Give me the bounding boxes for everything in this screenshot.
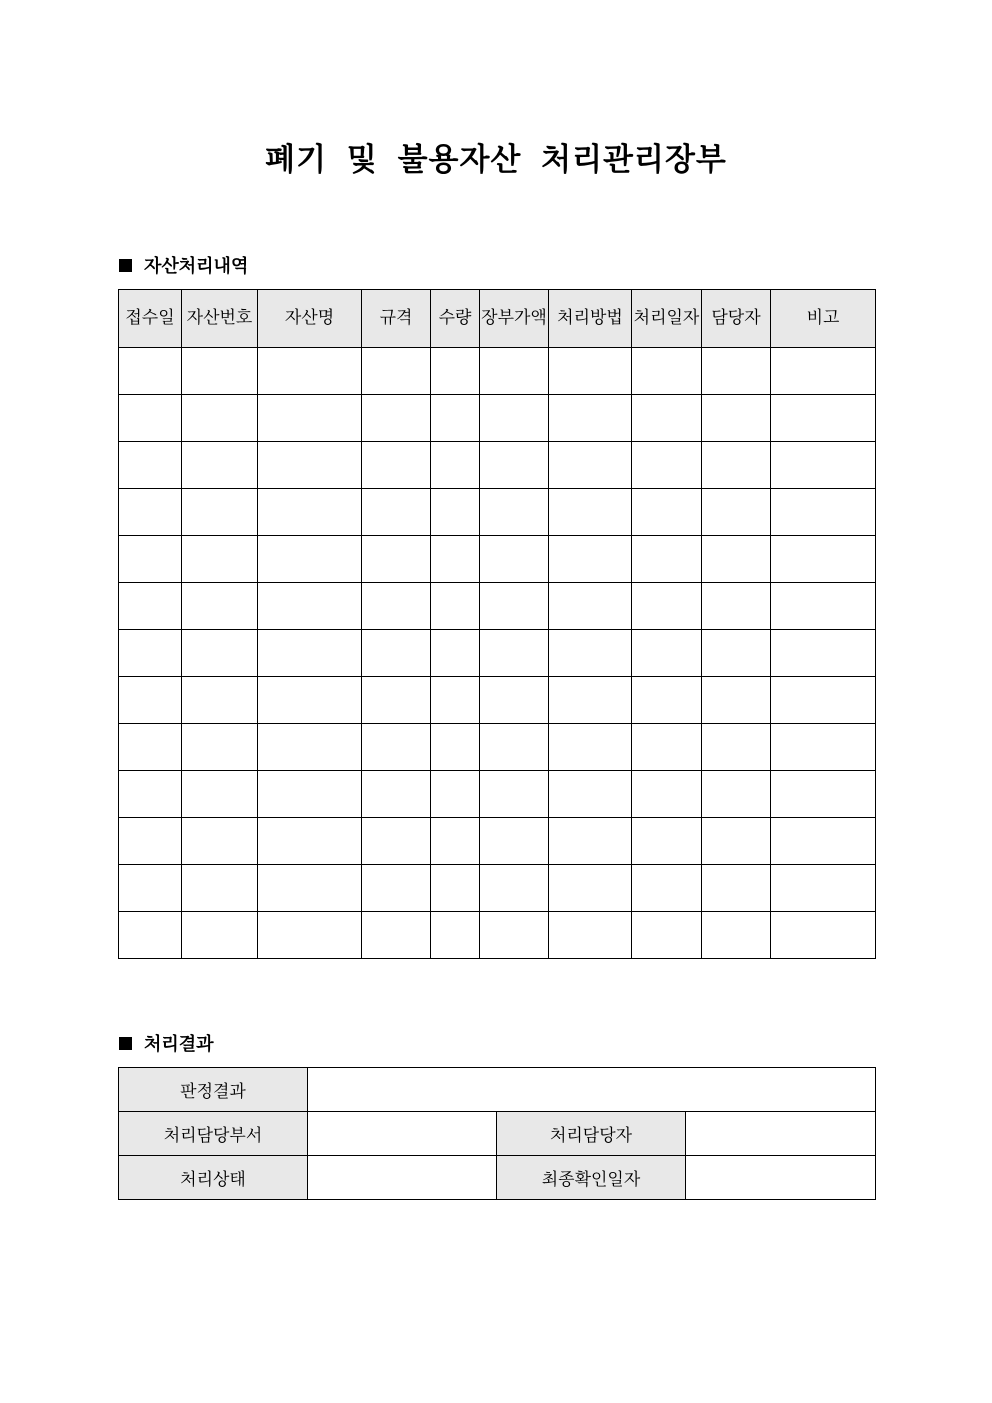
table-cell[interactable] bbox=[182, 818, 258, 865]
table-cell[interactable] bbox=[119, 630, 182, 677]
table-cell[interactable] bbox=[182, 630, 258, 677]
table-cell[interactable] bbox=[258, 395, 362, 442]
table-cell[interactable] bbox=[182, 677, 258, 724]
column-header-asset-name: 자산명 bbox=[258, 290, 362, 348]
table-cell[interactable] bbox=[632, 536, 702, 583]
table-cell[interactable] bbox=[771, 489, 876, 536]
table-cell[interactable] bbox=[771, 348, 876, 395]
table-cell[interactable] bbox=[632, 771, 702, 818]
table-cell[interactable] bbox=[549, 348, 632, 395]
table-cell[interactable] bbox=[362, 348, 431, 395]
table-cell[interactable] bbox=[362, 724, 431, 771]
table-cell[interactable] bbox=[771, 583, 876, 630]
processing-result-table bbox=[118, 1067, 876, 1200]
table-cell[interactable] bbox=[480, 771, 549, 818]
table-cell[interactable] bbox=[258, 630, 362, 677]
table-cell[interactable] bbox=[119, 677, 182, 724]
table-cell[interactable] bbox=[258, 724, 362, 771]
result-row-judgment bbox=[119, 1068, 876, 1112]
table-cell[interactable] bbox=[549, 630, 632, 677]
table-cell[interactable] bbox=[480, 865, 549, 912]
section-heading-asset-processing bbox=[119, 252, 248, 278]
status-label: 처리상태 bbox=[119, 1156, 308, 1200]
table-cell[interactable] bbox=[258, 536, 362, 583]
table-cell[interactable] bbox=[258, 912, 362, 959]
table-row bbox=[119, 489, 876, 536]
table-cell[interactable] bbox=[702, 677, 771, 724]
table-cell[interactable] bbox=[431, 442, 480, 489]
table-cell[interactable] bbox=[431, 348, 480, 395]
final-confirm-date-value-cell[interactable] bbox=[686, 1156, 876, 1200]
table-row bbox=[119, 771, 876, 818]
table-cell[interactable] bbox=[119, 583, 182, 630]
table-cell[interactable] bbox=[771, 912, 876, 959]
table-cell[interactable] bbox=[431, 771, 480, 818]
table-cell[interactable] bbox=[362, 865, 431, 912]
table-cell[interactable] bbox=[549, 912, 632, 959]
section-heading-label: 처리결과 bbox=[144, 1034, 214, 1055]
table-cell[interactable] bbox=[632, 677, 702, 724]
table-cell[interactable] bbox=[771, 536, 876, 583]
table-cell[interactable] bbox=[258, 348, 362, 395]
table-cell[interactable] bbox=[182, 724, 258, 771]
table-cell[interactable] bbox=[119, 724, 182, 771]
column-header-specification: 규격 bbox=[362, 290, 431, 348]
table-row bbox=[119, 865, 876, 912]
column-header-received-date: 접수일 bbox=[119, 290, 182, 348]
asset-processing-table bbox=[118, 289, 876, 959]
table-cell[interactable] bbox=[362, 583, 431, 630]
table-cell[interactable] bbox=[702, 630, 771, 677]
section-heading-label: 자산처리내역 bbox=[144, 256, 249, 277]
table-cell[interactable] bbox=[431, 583, 480, 630]
table-cell[interactable] bbox=[119, 771, 182, 818]
table-cell[interactable] bbox=[480, 677, 549, 724]
table-cell[interactable] bbox=[182, 489, 258, 536]
table-cell[interactable] bbox=[771, 771, 876, 818]
table-cell[interactable] bbox=[632, 348, 702, 395]
table-cell[interactable] bbox=[258, 771, 362, 818]
result-row-department bbox=[119, 1112, 876, 1156]
table-cell[interactable] bbox=[549, 677, 632, 724]
table-cell[interactable] bbox=[431, 395, 480, 442]
table-row bbox=[119, 536, 876, 583]
department-label: 처리담당부서 bbox=[119, 1112, 308, 1156]
table-row bbox=[119, 348, 876, 395]
table-row bbox=[119, 630, 876, 677]
table-cell[interactable] bbox=[480, 536, 549, 583]
table-cell[interactable] bbox=[632, 583, 702, 630]
square-bullet-icon bbox=[119, 1037, 132, 1050]
table-cell[interactable] bbox=[702, 912, 771, 959]
table-cell[interactable] bbox=[480, 348, 549, 395]
table-cell[interactable] bbox=[182, 395, 258, 442]
table-cell[interactable] bbox=[480, 630, 549, 677]
table-cell[interactable] bbox=[119, 442, 182, 489]
table-cell[interactable] bbox=[480, 912, 549, 959]
table-cell[interactable] bbox=[119, 912, 182, 959]
column-header-book-value: 장부가액 bbox=[480, 290, 549, 348]
table-row bbox=[119, 395, 876, 442]
table-cell[interactable] bbox=[549, 771, 632, 818]
table-cell[interactable] bbox=[702, 818, 771, 865]
result-row-status bbox=[119, 1156, 876, 1200]
table-cell[interactable] bbox=[702, 442, 771, 489]
table-cell[interactable] bbox=[258, 442, 362, 489]
table-cell[interactable] bbox=[431, 536, 480, 583]
table-cell[interactable] bbox=[119, 865, 182, 912]
table-cell[interactable] bbox=[431, 489, 480, 536]
table-cell[interactable] bbox=[480, 395, 549, 442]
table-cell[interactable] bbox=[258, 489, 362, 536]
table-cell[interactable] bbox=[480, 489, 549, 536]
table-cell[interactable] bbox=[702, 724, 771, 771]
table-cell[interactable] bbox=[702, 489, 771, 536]
table-cell[interactable] bbox=[362, 489, 431, 536]
table-cell[interactable] bbox=[362, 771, 431, 818]
table-cell[interactable] bbox=[549, 724, 632, 771]
table-row bbox=[119, 818, 876, 865]
table-cell[interactable] bbox=[362, 630, 431, 677]
table-cell[interactable] bbox=[182, 583, 258, 630]
table-cell[interactable] bbox=[182, 442, 258, 489]
table-cell[interactable] bbox=[480, 583, 549, 630]
document-title: 폐기 및 불용자산 처리관리장부 bbox=[265, 142, 727, 178]
table-cell[interactable] bbox=[431, 818, 480, 865]
table-row bbox=[119, 912, 876, 959]
table-cell[interactable] bbox=[480, 442, 549, 489]
table-cell[interactable] bbox=[480, 818, 549, 865]
table-cell[interactable] bbox=[702, 771, 771, 818]
table-cell[interactable] bbox=[632, 818, 702, 865]
table-cell[interactable] bbox=[362, 536, 431, 583]
table-cell[interactable] bbox=[182, 771, 258, 818]
table-header-row bbox=[119, 290, 876, 348]
table-row bbox=[119, 442, 876, 489]
table-cell[interactable] bbox=[119, 348, 182, 395]
table-cell[interactable] bbox=[431, 912, 480, 959]
table-cell[interactable] bbox=[362, 395, 431, 442]
table-cell[interactable] bbox=[362, 818, 431, 865]
table-cell[interactable] bbox=[119, 395, 182, 442]
table-cell[interactable] bbox=[702, 348, 771, 395]
table-cell[interactable] bbox=[119, 489, 182, 536]
table-cell[interactable] bbox=[549, 489, 632, 536]
table-cell[interactable] bbox=[258, 865, 362, 912]
manager-label: 처리담당자 bbox=[497, 1112, 686, 1156]
table-cell[interactable] bbox=[119, 536, 182, 583]
table-cell[interactable] bbox=[431, 677, 480, 724]
table-cell[interactable] bbox=[632, 865, 702, 912]
table-cell[interactable] bbox=[632, 912, 702, 959]
table-cell[interactable] bbox=[771, 724, 876, 771]
table-cell[interactable] bbox=[258, 677, 362, 724]
table-cell[interactable] bbox=[702, 536, 771, 583]
manager-value-cell[interactable] bbox=[686, 1112, 876, 1156]
column-header-processing-method: 처리방법 bbox=[549, 290, 632, 348]
table-cell[interactable] bbox=[702, 583, 771, 630]
table-row bbox=[119, 724, 876, 771]
square-bullet-icon bbox=[119, 259, 132, 272]
column-header-processing-date: 처리일자 bbox=[632, 290, 702, 348]
section-heading-processing-result bbox=[119, 1030, 214, 1056]
table-cell[interactable] bbox=[632, 395, 702, 442]
table-cell[interactable] bbox=[632, 442, 702, 489]
table-cell[interactable] bbox=[362, 442, 431, 489]
table-row bbox=[119, 677, 876, 724]
table-cell[interactable] bbox=[431, 724, 480, 771]
table-cell[interactable] bbox=[258, 818, 362, 865]
table-cell[interactable] bbox=[771, 442, 876, 489]
table-cell[interactable] bbox=[771, 677, 876, 724]
column-header-asset-number: 자산번호 bbox=[182, 290, 258, 348]
column-header-person-in-charge: 담당자 bbox=[702, 290, 771, 348]
final-confirm-date-label: 최종확인일자 bbox=[497, 1156, 686, 1200]
table-cell[interactable] bbox=[431, 630, 480, 677]
table-cell[interactable] bbox=[771, 630, 876, 677]
table-cell[interactable] bbox=[771, 395, 876, 442]
table-cell[interactable] bbox=[549, 395, 632, 442]
table-cell[interactable] bbox=[549, 818, 632, 865]
table-cell[interactable] bbox=[480, 724, 549, 771]
table-cell[interactable] bbox=[362, 677, 431, 724]
table-cell[interactable] bbox=[119, 818, 182, 865]
table-cell[interactable] bbox=[362, 912, 431, 959]
table-cell[interactable] bbox=[182, 536, 258, 583]
table-cell[interactable] bbox=[702, 395, 771, 442]
table-cell[interactable] bbox=[771, 818, 876, 865]
table-cell[interactable] bbox=[549, 442, 632, 489]
status-value-cell[interactable] bbox=[308, 1156, 497, 1200]
table-cell[interactable] bbox=[632, 724, 702, 771]
department-value-cell[interactable] bbox=[308, 1112, 497, 1156]
table-cell[interactable] bbox=[549, 583, 632, 630]
table-cell[interactable] bbox=[549, 536, 632, 583]
table-cell[interactable] bbox=[182, 865, 258, 912]
table-cell[interactable] bbox=[258, 583, 362, 630]
table-cell[interactable] bbox=[549, 865, 632, 912]
table-cell[interactable] bbox=[182, 348, 258, 395]
table-cell[interactable] bbox=[702, 865, 771, 912]
judgment-label: 판정결과 bbox=[119, 1068, 308, 1112]
judgment-value-cell[interactable] bbox=[308, 1068, 876, 1112]
table-cell[interactable] bbox=[632, 489, 702, 536]
column-header-remarks: 비고 bbox=[771, 290, 876, 348]
table-cell[interactable] bbox=[431, 865, 480, 912]
column-header-quantity: 수량 bbox=[431, 290, 480, 348]
table-row bbox=[119, 583, 876, 630]
table-cell[interactable] bbox=[182, 912, 258, 959]
table-cell[interactable] bbox=[771, 865, 876, 912]
table-cell[interactable] bbox=[632, 630, 702, 677]
